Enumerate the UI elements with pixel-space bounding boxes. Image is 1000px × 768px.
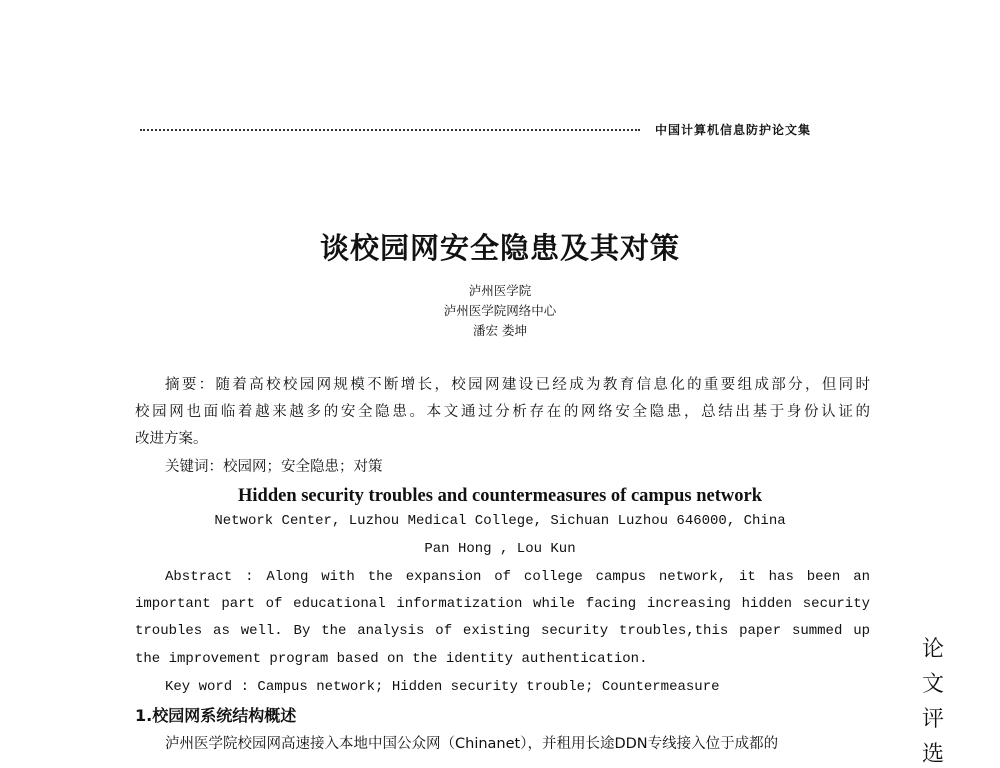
abstract-en-line: troubles as well. By the analysis of existing security troubles,this paper summed up (135, 623, 870, 639)
side-label-char: 评 (922, 707, 945, 732)
affiliation: 泸州医学院 (468, 283, 532, 298)
abstract-en-line: the improvement program based on the identity authentication. (135, 651, 648, 667)
authors-cn: 潘宏 娄坤 (473, 323, 527, 338)
abstract-en-line: Abstract : Along with the expansion of college campus network, it has been an (165, 569, 870, 585)
abstract-en-line: important part of educational informatization while facing increasing hidden security (135, 596, 870, 612)
keywords-cn: 关键词：校园网；安全隐患；对策 (165, 459, 383, 475)
english-authors: Pan Hong , Lou Kun (424, 541, 576, 557)
page-title: 谈校园网安全隐患及其对策 (319, 231, 680, 265)
affiliation: 泸州医学院网络中心 (443, 303, 557, 318)
keywords-en: Key word : Campus network; Hidden security trouble; Countermeasure (165, 679, 720, 695)
section-heading: 1.校园网系统结构概述 (135, 706, 297, 725)
side-label-char: 选 (922, 742, 945, 767)
header-rule (140, 129, 640, 131)
abstract-cn-line: 改进方案。 (135, 431, 208, 447)
side-label-char: 论 (922, 637, 945, 662)
side-label-char: 文 (922, 672, 945, 697)
journal-header: 中国计算机信息防护论文集 (655, 123, 812, 137)
english-affiliation: Network Center, Luzhou Medical College, Sichuan Luzhou 646000, China (214, 513, 786, 529)
abstract-cn-line: 摘要：随着高校校园网规模不断增长，校园网建设已经成为教育信息化的重要组成部分，但同时 (165, 377, 870, 393)
section-paragraph: 泸州医学院校园网高速接入本地中国公众网（Chinanet），并租用长途DDN专线接入位于成都的 (165, 736, 779, 752)
english-title: Hidden security troubles and countermeasures of campus network (238, 486, 762, 506)
abstract-cn-line: 校园网也面临着越来越多的安全隐患。本文通过分析存在的网络安全隐患，总结出基于身份认证的 (135, 404, 870, 420)
